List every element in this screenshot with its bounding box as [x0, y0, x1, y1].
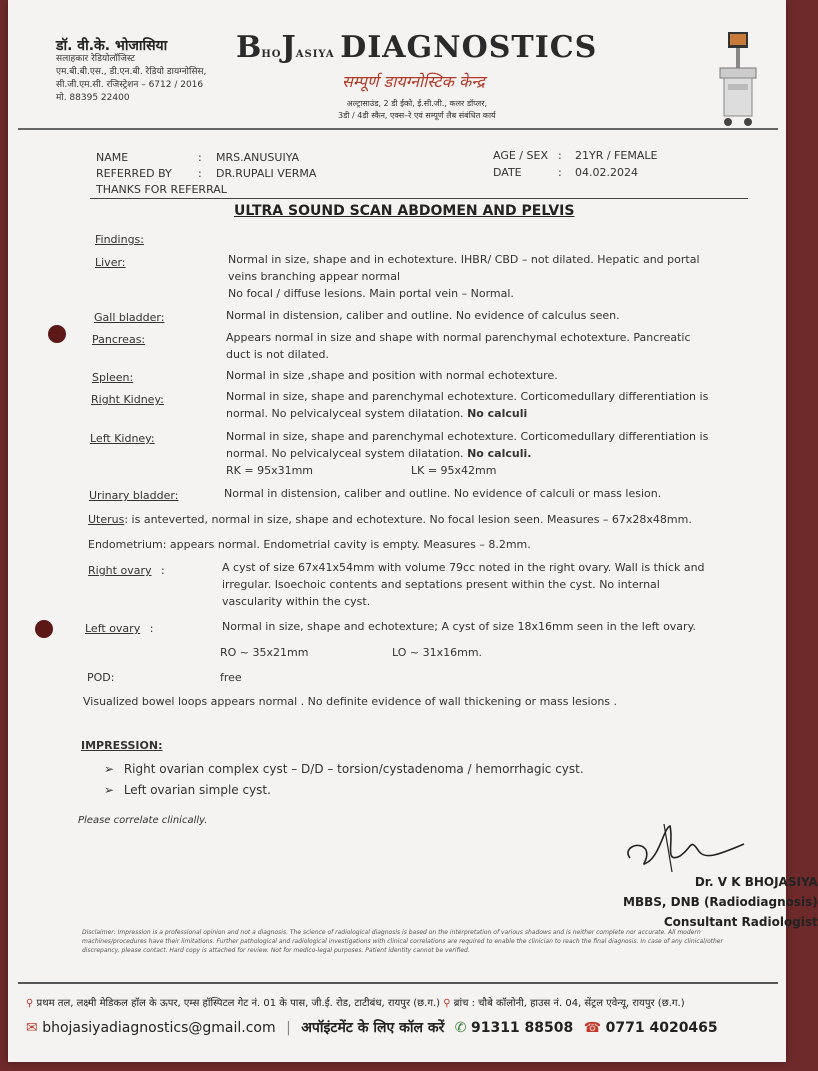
footer-address-line — [26, 995, 685, 1009]
hole-punch-mark-2 — [35, 620, 53, 638]
footer-separator: | — [286, 1020, 291, 1036]
doctor-registration-hindi: सी.जी.एम.सी. रजिस्ट्रेशन – 6712 / 2016 — [56, 80, 204, 90]
doctor-header-block — [56, 40, 206, 105]
endometrium-text: appears normal. Endometrial cavity is empty. Measures – 8.2mm. — [169, 538, 531, 551]
location-pin-icon: ⚲ — [443, 998, 451, 1009]
right-ovary-line-2: irregular. Isoechoic contents and septations present within the cyst. No internal — [222, 578, 660, 591]
gallbladder-calculus: No evidence of calculus seen. — [455, 309, 620, 322]
doctor-name-hindi: डॉ. वी.के. भोजासिया — [56, 38, 168, 54]
rk-measurement: RK = 95x31mm — [226, 464, 314, 477]
gallbladder-findings — [226, 307, 620, 324]
uterus-findings — [88, 511, 692, 528]
right-kidney-line-1: Normal in size, shape and parenchymal echotexture. Corticomedullary differentiation is — [226, 390, 709, 403]
left-ovary-findings: Normal in size, shape and echotexture; A cyst of size 18x16mm seen in the left ovary. — [222, 620, 697, 633]
left-kidney-calculi: No calculi. — [467, 447, 532, 460]
agesex-colon: : — [558, 149, 562, 162]
pancreas-label: Pancreas: — [92, 333, 146, 346]
impression-label: IMPRESSION: — [81, 739, 163, 752]
left-kidney-findings — [226, 428, 708, 462]
whatsapp-icon: ✆ — [454, 1020, 467, 1036]
agesex-label: AGE / SEX — [493, 149, 548, 162]
gallbladder-label: Gall bladder: — [94, 311, 165, 324]
services-line-1: अल्ट्रासाउंड, 2 डी ईको, ई.सी.जी., कलर डॉप्लर, — [346, 99, 488, 108]
ultrasound-machine-icon — [714, 28, 762, 128]
liver-label: Liver: — [95, 256, 126, 269]
right-kidney-line-2: normal. No pelvicalyceal system dilatation. — [226, 407, 464, 420]
signature-block — [623, 872, 818, 932]
brand-tagline: सम्पूर्ण डायग्नोस्टिक केन्द्र — [342, 72, 485, 91]
footer-contact-line — [26, 1018, 718, 1037]
brand-letter-b: B — [236, 30, 262, 65]
right-ovary-colon: : — [160, 564, 165, 577]
right-ovary-label: Right ovary — [88, 564, 152, 577]
bullet-arrow-icon: ➢ — [104, 762, 115, 776]
correlate-note: Please correlate clinically. — [78, 815, 208, 826]
lk-measurement: LK = 95x42mm — [411, 464, 497, 477]
brand-small-ho: HO — [261, 49, 282, 60]
pancreas-findings — [226, 329, 691, 363]
brand-letter-j: J — [281, 30, 296, 65]
liver-findings — [228, 251, 700, 302]
uterus-text: : is anteverted, normal in size, shape and echotexture. No focal lesion seen. Measures – 67x28x48mm. — [124, 513, 692, 526]
endometrium-label: Endometrium: — [88, 538, 167, 551]
brand-diagnostics: DIAGNOSTICS — [340, 30, 598, 65]
services-block — [338, 98, 496, 122]
right-ovary-findings — [222, 559, 705, 610]
disclaimer: Disclaimer: Impression is a professional opinion and not a diagnosis. The science of radiological diagnosis is based on the interpretation of various shadows and is neither complete nor accurate. All modern machines/procedures have their limitations. Further pathological and radiological investigations with clinical correlations are required to enable the clinician to reach the final diagnosis. In case of any clinical/other discrepancy, please contact. Hard copy is attached for review. Not for medico-legal purposes. Patient identity cannot be verified. — [82, 929, 723, 954]
appointment-text: अपॉइंटमेंट के लिए कॉल करें — [301, 1020, 445, 1036]
bowel-findings: Visualized bowel loops appears normal . No definite evidence of wall thickening or mass lesions . — [83, 695, 618, 708]
email-icon: ✉ — [26, 1020, 38, 1036]
spleen-findings: Normal in size ,shape and position with normal echotexture. — [226, 369, 558, 382]
liver-line-3: No focal / diffuse lesions. Main portal vein – Normal. — [228, 287, 514, 300]
services-line-2: 3डी / 4डी स्कैन, एक्स–रे एवं सम्पूर्ण लैब संबंधित कार्य — [338, 111, 496, 120]
patient-divider — [90, 198, 748, 199]
date-label: DATE — [493, 166, 522, 179]
doctor-role: Consultant Radiologist — [663, 915, 818, 929]
footer-address: प्रथम तल, लक्ष्मी मेडिकल हॉल के ऊपर, एम्स हॉस्पिटल गेट नं. 01 के पास, जी.ई. रोड, टाटीबंध, रायपुर (छ.ग.) — [36, 998, 441, 1009]
pod-label: POD: — [87, 671, 115, 684]
liver-line-2: veins branching appear normal — [228, 270, 401, 283]
left-ovary-label: Left ovary — [85, 622, 141, 635]
uterus-label: Uterus — [88, 513, 125, 526]
doctor-degree: MBBS, DNB (Radiodiagnosis) — [623, 895, 818, 909]
doctor-signature — [620, 820, 750, 880]
ro-measurement: RO ~ 35x21mm — [220, 646, 309, 659]
footer-email[interactable]: bhojasiyadiagnostics@gmail.com — [42, 1020, 276, 1036]
left-kidney-line-1: Normal in size, shape and parenchymal echotexture. Corticomedullary differentiation is — [226, 430, 709, 443]
report-title: ULTRA SOUND SCAN ABDOMEN AND PELVIS — [234, 203, 575, 219]
spleen-label: Spleen: — [92, 371, 134, 384]
footer-branch: ब्रांच : चौबे कॉलोनी, हाउस नं. 04, सेंट्रल एवेन्यू, रायपुर (छ.ग.) — [453, 998, 685, 1009]
left-kidney-label: Left Kidney: — [90, 432, 155, 445]
gallbladder-text: Normal in distension, caliber and outline. — [226, 309, 453, 322]
findings-label: Findings: — [95, 233, 144, 246]
brand-small-asiya: ASIYA — [295, 49, 335, 60]
date-colon: : — [558, 166, 562, 179]
age-sex-value: 21YR / FEMALE — [575, 149, 658, 162]
report-paper — [8, 0, 818, 1062]
referring-doctor: DR.RUPALI VERMA — [216, 167, 317, 180]
header-divider — [18, 128, 778, 130]
pancreas-line-2: duct is not dilated. — [226, 348, 330, 361]
impression-text-2: Left ovarian simple cyst. — [123, 783, 271, 797]
thanks-referral: THANKS FOR REFERRAL — [96, 183, 227, 196]
endometrium-findings — [88, 536, 531, 553]
impression-item-1 — [104, 761, 584, 778]
doctor-title-hindi: सलाहकार रेडियोलॉजिस्ट — [56, 54, 135, 64]
name-label: NAME — [96, 151, 129, 164]
landline-number[interactable]: 0771 4020465 — [605, 1020, 718, 1036]
bullet-arrow-icon: ➢ — [104, 783, 115, 797]
brand-logo — [236, 30, 597, 65]
right-kidney-label: Right Kidney: — [91, 393, 164, 406]
urinary-bladder-findings: Normal in distension, caliber and outline. No evidence of calculi or mass lesion. — [224, 487, 662, 500]
report-date: 04.02.2024 — [575, 166, 638, 179]
impression-item-2 — [104, 782, 271, 799]
footer-divider — [18, 982, 778, 984]
right-ovary-line-3: vascularity within the cyst. — [222, 595, 371, 608]
right-kidney-calculi: No calculi — [467, 407, 528, 420]
left-kidney-line-2: normal. No pelvicalyceal system dilatation. — [226, 447, 464, 460]
location-pin-icon: ⚲ — [26, 998, 34, 1009]
referred-label: REFERRED BY — [96, 167, 172, 180]
impression-text-1: Right ovarian complex cyst – D/D – torsion/cystadenoma / hemorrhagic cyst. — [123, 762, 584, 776]
left-ovary-label-wrap — [85, 620, 153, 637]
doctor-degree-hindi: एम.बी.बी.एस., डी.एन.बी. रेडियो डायग्नोसिस, — [56, 67, 207, 77]
referred-colon: : — [198, 167, 202, 180]
right-kidney-findings — [226, 388, 708, 422]
doctor-mobile: मो. 88395 22400 — [56, 93, 130, 103]
patient-name: MRS.ANUSUIYA — [216, 151, 300, 164]
hole-punch-mark — [48, 325, 66, 343]
left-ovary-colon: : — [149, 622, 154, 635]
name-colon: : — [198, 151, 202, 164]
mobile-number[interactable]: 91311 88508 — [470, 1020, 574, 1036]
pancreas-line-1: Appears normal in size and shape with normal parenchymal echotexture. Pancreatic — [226, 331, 691, 344]
right-ovary-line-1: A cyst of size 67x41x54mm with volume 79cc noted in the right ovary. Wall is thick and — [222, 561, 705, 574]
lo-measurement: LO ~ 31x16mm. — [392, 646, 483, 659]
urinary-bladder-label: Urinary bladder: — [89, 489, 179, 502]
pod-value: free — [220, 671, 242, 684]
right-ovary-label-wrap — [88, 562, 165, 579]
liver-line-1: Normal in size, shape and in echotexture. IHBR/ CBD – not dilated. Hepatic and portal — [228, 253, 700, 266]
doctor-name: Dr. V K BHOJASIYA — [694, 875, 818, 889]
telephone-icon: ☎ — [583, 1020, 602, 1036]
